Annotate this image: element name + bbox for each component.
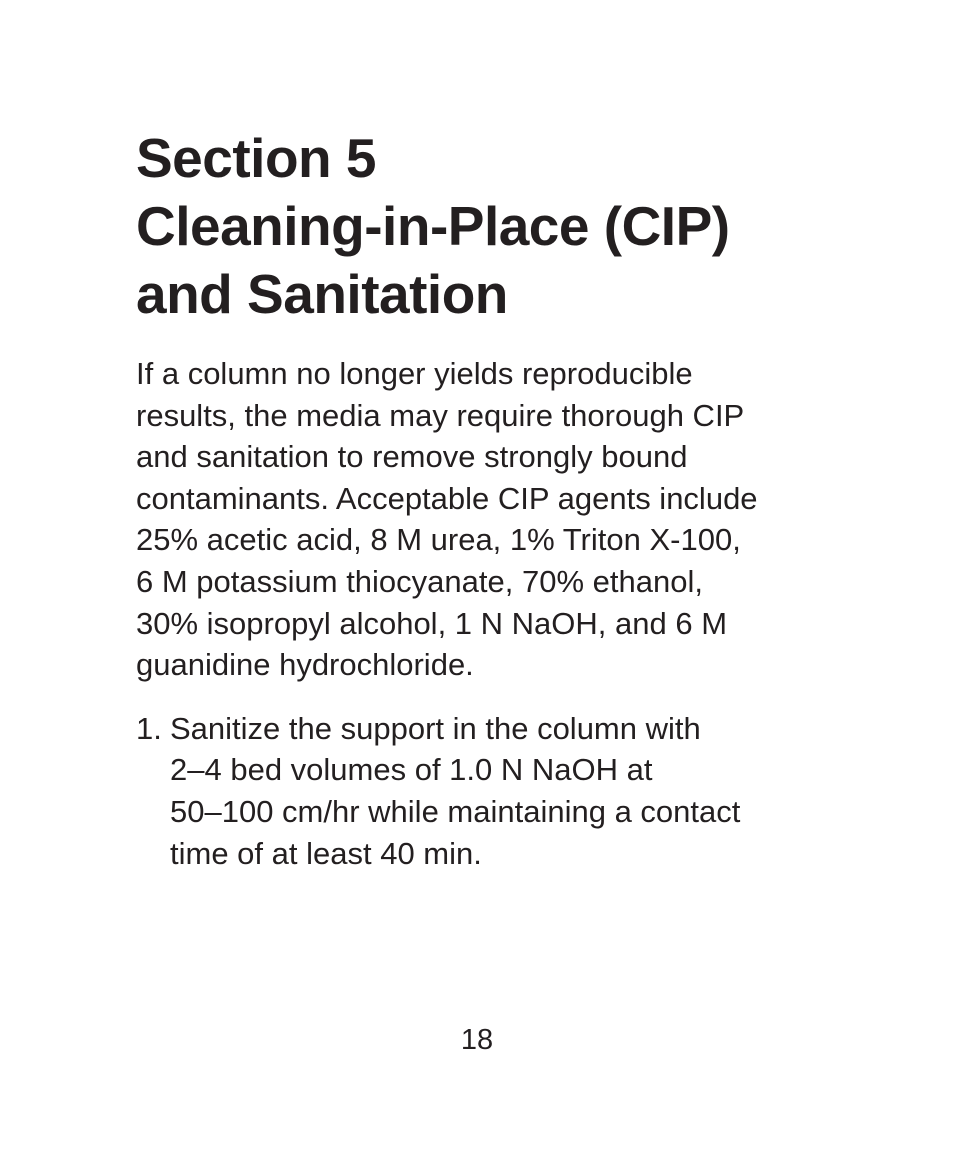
- intro-line-1: If a column no longer yields reproducible: [136, 356, 693, 391]
- intro-line-2: results, the media may require thorough CIP: [136, 397, 745, 433]
- step-number: 1.: [136, 710, 162, 746]
- intro-line-4: contaminants. Acceptable CIP agents include: [136, 480, 758, 516]
- page-content: [136, 124, 836, 874]
- step-list: [136, 708, 836, 874]
- intro-line-3: and sanitation to remove strongly bound: [136, 439, 688, 475]
- section-heading: [136, 124, 836, 328]
- list-item: [136, 708, 836, 874]
- step-line-4: time of at least 40 min.: [170, 835, 482, 871]
- intro-line-7: 30% isopropyl alcohol, 1 N NaOH, and 6 M: [136, 605, 728, 641]
- heading-line-1: Section 5: [136, 127, 377, 189]
- step-line-2: 2–4 bed volumes of 1.0 N NaOH at: [170, 752, 653, 788]
- heading-line-3: and Sanitation: [136, 263, 508, 325]
- step-line-3: 50–100 cm/hr while maintaining a contact: [170, 793, 741, 829]
- intro-line-6: 6 M potassium thiocyanate, 70% ethanol,: [136, 563, 703, 599]
- intro-line-5: 25% acetic acid, 8 M urea, 1% Triton X-100,: [136, 522, 741, 558]
- intro-line-8: guanidine hydrochloride.: [136, 647, 474, 683]
- page-number: 18: [460, 1024, 494, 1056]
- intro-paragraph: [136, 353, 836, 686]
- heading-line-2: Cleaning-in-Place (CIP): [136, 195, 730, 257]
- step-line-1: Sanitize the support in the column with: [170, 710, 701, 746]
